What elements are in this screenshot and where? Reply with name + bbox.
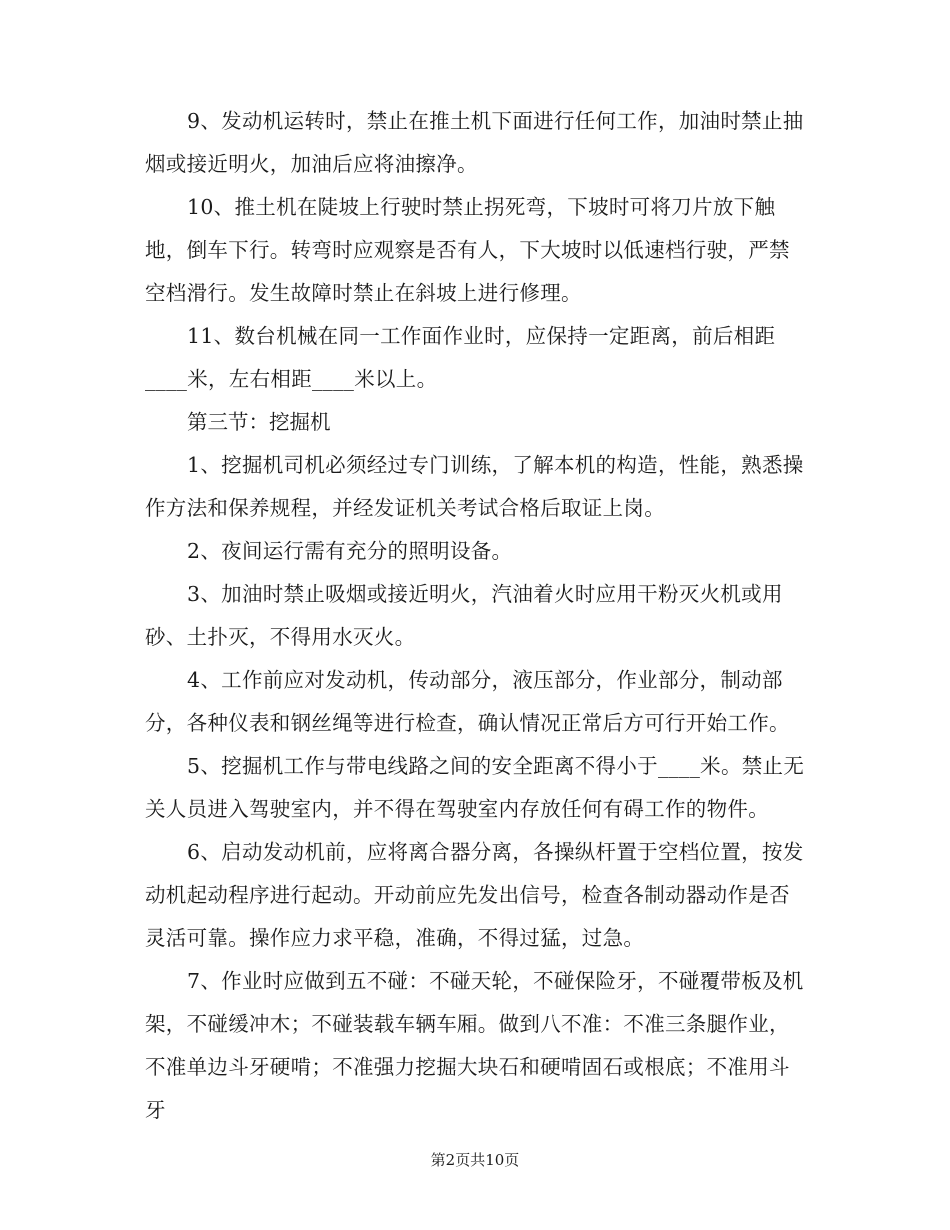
paragraph-item-11: 11、数台机械在同一工作面作业时，应保持一定距离，前后相距____米，左右相距____米以上。 xyxy=(145,324,776,391)
paragraph-item-6: 6、启动发动机前，应将离合器分离，各操纵杆置于空档位置，按发动机起动程序进行起动。开动前应先发出信号，检查各制动器动作是否灵活可靠。操作应力求平稳，准确，不得过猛，过急。 xyxy=(145,840,804,950)
page-number-footer: 第2页共10页 xyxy=(430,1151,520,1169)
paragraph-item-3: 3、加油时禁止吸烟或接近明火，汽油着火时应用干粉灭火机或用砂、土扑灭，不得用水灭火。 xyxy=(145,582,783,649)
paragraph-item-10: 10、推土机在陡坡上行驶时禁止拐死弯，下坡时可将刀片放下触地，倒车下行。转弯时应观察是否有人，下大坡时以低速档行驶，严禁空档滑行。发生故障时禁止在斜坡上进行修理。 xyxy=(145,195,790,305)
paragraph-item-2: 2、夜间运行需有充分的照明设备。 xyxy=(187,539,513,563)
section-heading: 第三节：挖掘机 xyxy=(187,410,331,434)
paragraph-item-1: 1、挖掘机司机必须经过专门训练，了解本机的构造，性能，熟悉操作方法和保养规程，并经发证机关考试合格后取证上岗。 xyxy=(145,453,804,520)
document-page xyxy=(145,100,810,1132)
paragraph-item-4: 4、工作前应对发动机，传动部分，液压部分，作业部分，制动部分，各种仪表和钢丝绳等进行检查，确认情况正常后方可行开始工作。 xyxy=(145,668,790,735)
paragraph-item-9: 9、发动机运转时，禁止在推土机下面进行任何工作，加油时禁止抽烟或接近明火，加油后应将油擦净。 xyxy=(145,109,804,176)
paragraph-item-5: 5、挖掘机工作与带电线路之间的安全距离不得小于____米。禁止无关人员进入驾驶室内，并不得在驾驶室内存放任何有碍工作的物件。 xyxy=(145,754,805,821)
paragraph-item-7: 7、作业时应做到五不碰：不碰天轮，不碰保险牙，不碰覆带板及机架，不碰缓冲木；不碰装载车辆车厢。做到八不准：不准三条腿作业，不准单边斗牙硬啃；不准强力挖掘大块石和硬啃固石或根底；不准用斗牙 xyxy=(145,969,804,1122)
